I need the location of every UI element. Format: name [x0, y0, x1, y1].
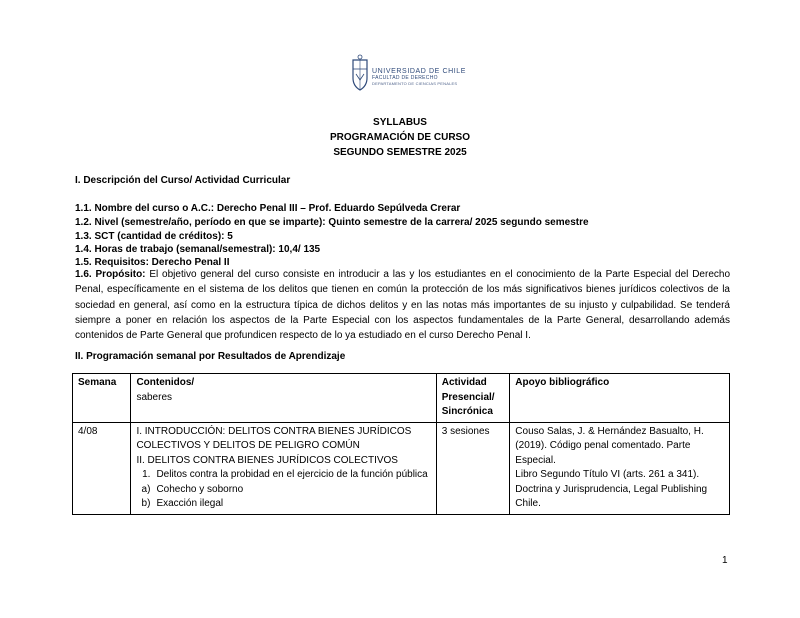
header-activity-line1: Actividad — [441, 377, 487, 388]
title-programacion: PROGRAMACIÓN DE CURSO — [329, 132, 470, 143]
logo-text — [372, 68, 466, 86]
list-marker: 1. — [142, 469, 151, 480]
header-week: Semana — [73, 374, 131, 423]
purpose-text: El objetivo general del curso consiste en introducir a las y los estudiantes en el conocimiento de la Parte Especial del Derecho Penal, específicamente en el sistema de los delitos que tienen en común la protección de los más significativos bienes jurídicos colectivos de la sociedad en general, así como en la estructura típica de dichos delitos y en las notas más importantes de su injusto y culpabilidad. Se tenderá siempre a poner en relación los aspectos de la Parte Especial con los aspectos fundamentales de la Parte General, desarrollando además contenidos de Parte General que profundicen respecto de lo ya estudiado en el curso Derecho Penal I. — [75, 269, 731, 342]
purpose-label: 1.6. Propósito: — [75, 269, 146, 280]
course-hours: 1.4. Horas de trabajo (semanal/semestral): 10,4/ 135 — [75, 244, 321, 255]
row-bib-line1: Couso Salas, J. & Hernández Basualto, H. (2019). Código penal comentado. Parte Especial. — [515, 425, 704, 466]
schedule-table — [72, 373, 730, 515]
row-activity: 3 sesiones — [436, 422, 510, 514]
list-text: Cohecho y soborno — [156, 483, 244, 495]
logo-department: DEPARTAMENTO DE CIENCIAS PENALES — [372, 81, 458, 86]
header-activity — [436, 374, 510, 423]
course-purpose — [75, 267, 730, 343]
header-contents-line1: Contenidos/ — [136, 377, 195, 388]
list-item — [136, 468, 430, 483]
title-syllabus: SYLLABUS — [373, 117, 427, 128]
list-marker: a) — [141, 483, 151, 495]
header-contents — [131, 374, 436, 423]
row-contents-line1: I. INTRODUCCIÓN: DELITOS CONTRA BIENES JURÍDICOS COLECTIVOS Y DELITOS DE PELIGRO COMÚN — [136, 425, 412, 451]
title-semester: SEGUNDO SEMESTRE 2025 — [333, 147, 467, 158]
list-item — [136, 497, 430, 512]
header-activity-line3: Sincrónica — [441, 406, 493, 417]
university-seal-icon — [350, 54, 370, 94]
logo-faculty: FACULTAD DE DERECHO — [372, 75, 438, 81]
row-contents — [131, 422, 436, 514]
header-contents-line2: saberes — [136, 391, 173, 403]
university-logo — [350, 54, 480, 98]
table-header-row — [73, 374, 730, 423]
course-level: 1.2. Nivel (semestre/año, período en que se imparte): Quinto semestre de la carrera/ 2025 segundo semestre — [75, 217, 589, 228]
header-bibliography: Apoyo bibliográfico — [510, 374, 730, 423]
row-bibliography — [510, 422, 730, 514]
course-name: 1.1. Nombre del curso o A.C.: Derecho Penal III – Prof. Eduardo Sepúlveda Crerar — [75, 203, 461, 214]
list-item — [136, 483, 430, 498]
header-activity-line2: Presencial/ — [441, 391, 495, 403]
list-text: Delitos contra la probidad en el ejercicio de la función pública — [156, 469, 428, 480]
course-requisites: 1.5. Requisitos: Derecho Penal II — [75, 257, 230, 268]
logo-university: UNIVERSIDAD DE CHILE — [372, 68, 467, 75]
row-bib-line2: Libro Segundo Título VI (arts. 261 a 341). Doctrina y Jurisprudencia, Legal Publishing Chile. — [515, 469, 708, 509]
course-credits: 1.3. SCT (cantidad de créditos): 5 — [75, 231, 233, 242]
section2-heading: II. Programación semanal por Resultados de Aprendizaje — [75, 351, 346, 362]
row-week: 4/08 — [73, 422, 131, 514]
document-title-block — [0, 115, 800, 160]
page-number: 1 — [722, 555, 728, 566]
section1-heading: I. Descripción del Curso/ Actividad Curricular — [75, 175, 291, 186]
table-row — [73, 422, 730, 514]
list-marker: b) — [141, 498, 151, 509]
list-text: Exacción ilegal — [156, 498, 224, 509]
row-contents-line2: II. DELITOS CONTRA BIENES JURÍDICOS COLECTIVOS — [136, 454, 398, 466]
